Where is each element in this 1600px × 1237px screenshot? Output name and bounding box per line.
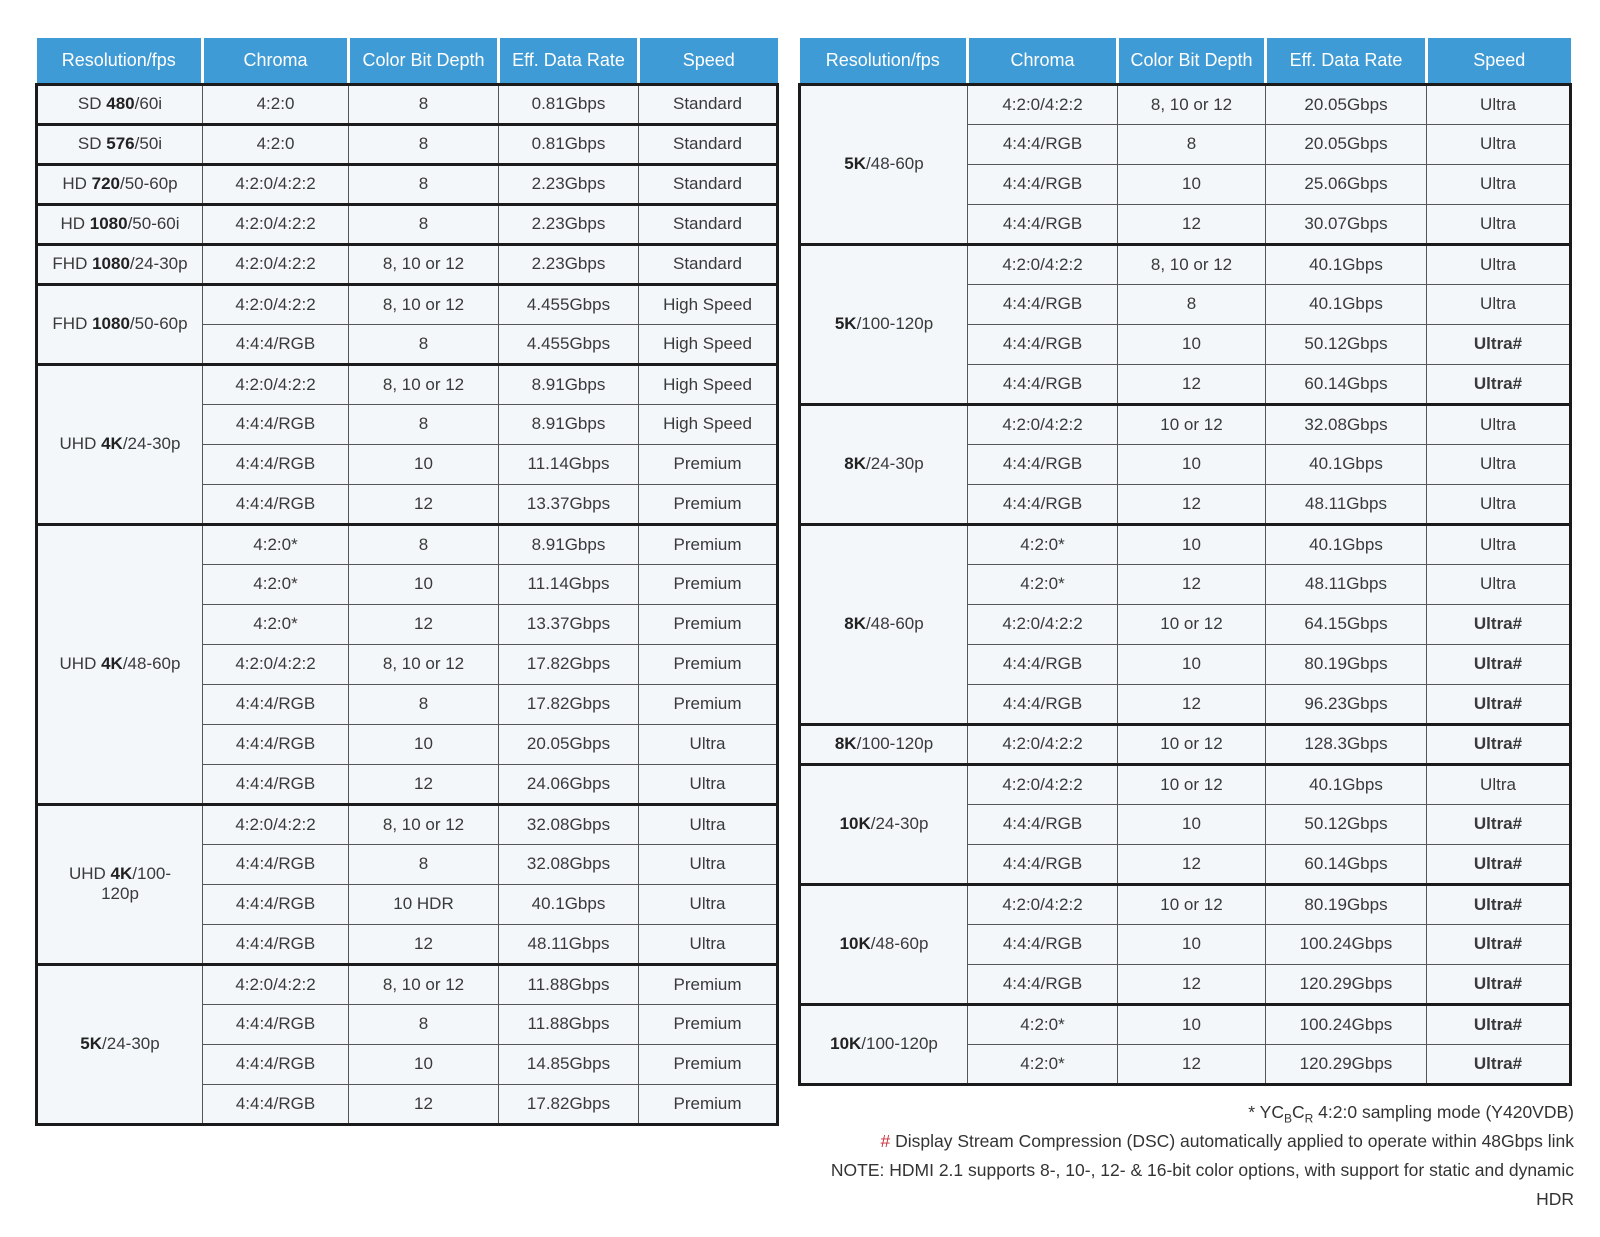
bit-depth-cell: 10 or 12 xyxy=(1118,404,1266,444)
data-rate-cell: 17.82Gbps xyxy=(499,684,639,724)
chroma-cell: 4:4:4/RGB xyxy=(203,404,349,444)
resolution-group xyxy=(37,804,778,964)
chroma-cell: 4:2:0/4:2:2 xyxy=(968,404,1118,444)
resolution-cell: SD 576/50i xyxy=(37,124,203,164)
resolution-group xyxy=(800,84,1571,244)
bit-depth-cell: 8 xyxy=(349,164,499,204)
table-row xyxy=(800,244,1571,284)
resolution-group xyxy=(37,84,778,124)
chroma-cell: 4:2:0/4:2:2 xyxy=(968,84,1118,124)
speed-cell: Premium xyxy=(639,644,778,684)
speed-cell: Premium xyxy=(639,964,778,1004)
speed-cell: Ultra# xyxy=(1427,604,1571,644)
table-row xyxy=(800,524,1571,564)
footnote-dsc-text: Display Stream Compression (DSC) automatically applied to operate within 48Gbps link xyxy=(890,1130,1574,1151)
bit-depth-cell: 12 xyxy=(349,484,499,524)
chroma-cell: 4:4:4/RGB xyxy=(968,964,1118,1004)
table-row xyxy=(37,84,778,124)
speed-cell: Standard xyxy=(639,164,778,204)
resolution-cell: 8K/100-120p xyxy=(800,724,968,764)
header-row xyxy=(800,38,1571,84)
bit-depth-cell: 12 xyxy=(1118,964,1266,1004)
speed-cell: Ultra xyxy=(639,764,778,804)
table-row xyxy=(37,124,778,164)
data-rate-cell: 20.05Gbps xyxy=(1266,124,1427,164)
speed-cell: Ultra xyxy=(639,724,778,764)
chroma-cell: 4:2:0* xyxy=(968,524,1118,564)
resolution-cell: 8K/48-60p xyxy=(800,524,968,724)
chroma-cell: 4:4:4/RGB xyxy=(203,484,349,524)
data-rate-cell: 14.85Gbps xyxy=(499,1044,639,1084)
speed-cell: Ultra# xyxy=(1427,1004,1571,1044)
chroma-cell: 4:4:4/RGB xyxy=(203,764,349,804)
chroma-cell: 4:4:4/RGB xyxy=(968,484,1118,524)
table-row xyxy=(800,764,1571,804)
footnote-sampling-c: C xyxy=(1291,1101,1305,1122)
data-rate-cell: 40.1Gbps xyxy=(1266,244,1427,284)
speed-cell: High Speed xyxy=(639,324,778,364)
column-header: Eff. Data Rate xyxy=(499,38,639,84)
bit-depth-cell: 10 xyxy=(349,724,499,764)
resolution-group xyxy=(800,884,1571,1004)
data-rate-cell: 17.82Gbps xyxy=(499,1084,639,1124)
speed-cell: Ultra# xyxy=(1427,684,1571,724)
speed-cell: Ultra# xyxy=(1427,364,1571,404)
speed-cell: Ultra xyxy=(1427,244,1571,284)
data-rate-cell: 96.23Gbps xyxy=(1266,684,1427,724)
resolution-cell: UHD 4K/48-60p xyxy=(37,524,203,804)
resolution-cell: 8K/24-30p xyxy=(800,404,968,524)
speed-cell: Standard xyxy=(639,124,778,164)
chroma-cell: 4:4:4/RGB xyxy=(968,844,1118,884)
resolution-cell: FHD 1080/24-30p xyxy=(37,244,203,284)
table-row xyxy=(800,724,1571,764)
bit-depth-cell: 8 xyxy=(349,324,499,364)
table-row xyxy=(800,884,1571,924)
speed-cell: Ultra# xyxy=(1427,1044,1571,1084)
hash-marker: # xyxy=(880,1130,891,1151)
chroma-cell: 4:4:4/RGB xyxy=(968,444,1118,484)
bit-depth-cell: 8 xyxy=(349,404,499,444)
speed-cell: Premium xyxy=(639,484,778,524)
bit-depth-cell: 12 xyxy=(1118,364,1266,404)
data-rate-cell: 0.81Gbps xyxy=(499,84,639,124)
speed-cell: Ultra xyxy=(639,884,778,924)
chroma-cell: 4:2:0 xyxy=(203,84,349,124)
data-rate-cell: 8.91Gbps xyxy=(499,364,639,404)
footnote-dsc xyxy=(798,1127,1574,1156)
bit-depth-cell: 12 xyxy=(349,604,499,644)
chroma-cell: 4:2:0/4:2:2 xyxy=(203,244,349,284)
speed-cell: Premium xyxy=(639,444,778,484)
chroma-cell: 4:4:4/RGB xyxy=(203,724,349,764)
speed-cell: Ultra# xyxy=(1427,644,1571,684)
speed-cell: Ultra xyxy=(1427,484,1571,524)
chroma-cell: 4:2:0/4:2:2 xyxy=(203,364,349,404)
resolution-group xyxy=(37,124,778,164)
speed-cell: Ultra# xyxy=(1427,324,1571,364)
column-header: Chroma xyxy=(968,38,1118,84)
data-rate-cell: 32.08Gbps xyxy=(499,844,639,884)
right-column xyxy=(798,38,1600,1214)
bit-depth-cell: 12 xyxy=(1118,204,1266,244)
chroma-cell: 4:4:4/RGB xyxy=(203,684,349,724)
data-rate-cell: 13.37Gbps xyxy=(499,604,639,644)
speed-cell: High Speed xyxy=(639,284,778,324)
bit-depth-cell: 8, 10 or 12 xyxy=(349,284,499,324)
resolution-group xyxy=(800,764,1571,884)
table-row xyxy=(37,524,778,564)
data-rate-cell: 100.24Gbps xyxy=(1266,924,1427,964)
chroma-cell: 4:2:0/4:2:2 xyxy=(968,884,1118,924)
bit-depth-cell: 10 xyxy=(1118,324,1266,364)
resolution-cell: UHD 4K/100- 120p xyxy=(37,804,203,964)
speed-cell: Standard xyxy=(639,244,778,284)
column-header: Color Bit Depth xyxy=(349,38,499,84)
data-rate-cell: 11.14Gbps xyxy=(499,444,639,484)
footnote-sampling-post: 4:2:0 sampling mode (Y420VDB) xyxy=(1313,1101,1574,1122)
chroma-cell: 4:2:0* xyxy=(203,524,349,564)
resolution-group xyxy=(37,964,778,1124)
resolution-group xyxy=(800,724,1571,764)
chroma-cell: 4:2:0/4:2:2 xyxy=(968,764,1118,804)
bit-depth-cell: 12 xyxy=(1118,484,1266,524)
data-rate-cell: 40.1Gbps xyxy=(1266,444,1427,484)
bit-depth-cell: 8 xyxy=(349,84,499,124)
resolution-group xyxy=(37,164,778,204)
bit-depth-cell: 10 or 12 xyxy=(1118,604,1266,644)
data-rate-cell: 8.91Gbps xyxy=(499,524,639,564)
chroma-cell: 4:4:4/RGB xyxy=(968,324,1118,364)
data-rate-cell: 17.82Gbps xyxy=(499,644,639,684)
resolution-cell: 5K/48-60p xyxy=(800,84,968,244)
data-rate-cell: 60.14Gbps xyxy=(1266,844,1427,884)
chroma-cell: 4:2:0* xyxy=(968,1044,1118,1084)
data-rate-cell: 48.11Gbps xyxy=(1266,564,1427,604)
resolution-group xyxy=(800,244,1571,404)
speed-cell: Ultra xyxy=(1427,164,1571,204)
data-rate-cell: 2.23Gbps xyxy=(499,204,639,244)
data-rate-cell: 25.06Gbps xyxy=(1266,164,1427,204)
data-rate-cell: 60.14Gbps xyxy=(1266,364,1427,404)
subscript-r: R xyxy=(1304,1111,1314,1125)
chroma-cell: 4:2:0/4:2:2 xyxy=(203,284,349,324)
bit-depth-cell: 10 or 12 xyxy=(1118,764,1266,804)
chroma-cell: 4:2:0* xyxy=(968,564,1118,604)
resolution-cell: SD 480/60i xyxy=(37,84,203,124)
bit-depth-cell: 12 xyxy=(1118,844,1266,884)
bit-depth-cell: 8 xyxy=(349,684,499,724)
bit-depth-cell: 12 xyxy=(1118,684,1266,724)
data-rate-cell: 40.1Gbps xyxy=(499,884,639,924)
table-row xyxy=(37,964,778,1004)
data-rate-cell: 32.08Gbps xyxy=(1266,404,1427,444)
bit-depth-cell: 8 xyxy=(349,524,499,564)
bit-depth-cell: 8 xyxy=(349,844,499,884)
chroma-cell: 4:2:0/4:2:2 xyxy=(203,204,349,244)
speed-cell: High Speed xyxy=(639,364,778,404)
chroma-cell: 4:2:0/4:2:2 xyxy=(968,604,1118,644)
bit-depth-cell: 10 xyxy=(1118,164,1266,204)
data-rate-cell: 11.88Gbps xyxy=(499,1004,639,1044)
resolution-cell: 10K/100-120p xyxy=(800,1004,968,1084)
table-row xyxy=(800,84,1571,124)
data-rate-cell: 50.12Gbps xyxy=(1266,804,1427,844)
chroma-cell: 4:4:4/RGB xyxy=(968,924,1118,964)
data-rate-cell: 48.11Gbps xyxy=(499,924,639,964)
bit-depth-cell: 12 xyxy=(349,1084,499,1124)
bit-depth-cell: 8, 10 or 12 xyxy=(1118,84,1266,124)
data-rate-cell: 80.19Gbps xyxy=(1266,644,1427,684)
bit-depth-cell: 10 xyxy=(1118,804,1266,844)
data-rate-cell: 11.14Gbps xyxy=(499,564,639,604)
resolution-cell: 5K/24-30p xyxy=(37,964,203,1124)
bit-depth-cell: 8 xyxy=(349,204,499,244)
data-rate-cell: 8.91Gbps xyxy=(499,404,639,444)
data-rate-table-left xyxy=(35,38,779,1126)
bit-depth-cell: 10 xyxy=(349,564,499,604)
table-row xyxy=(37,164,778,204)
chroma-cell: 4:4:4/RGB xyxy=(968,164,1118,204)
resolution-group xyxy=(800,404,1571,524)
bit-depth-cell: 10 xyxy=(1118,644,1266,684)
data-rate-cell: 32.08Gbps xyxy=(499,804,639,844)
table-row xyxy=(37,204,778,244)
chroma-cell: 4:4:4/RGB xyxy=(203,324,349,364)
data-rate-cell: 50.12Gbps xyxy=(1266,324,1427,364)
bit-depth-cell: 12 xyxy=(349,924,499,964)
column-header: Speed xyxy=(1427,38,1571,84)
chroma-cell: 4:2:0* xyxy=(203,564,349,604)
bit-depth-cell: 8 xyxy=(349,124,499,164)
resolution-cell: FHD 1080/50-60p xyxy=(37,284,203,364)
data-rate-cell: 30.07Gbps xyxy=(1266,204,1427,244)
bit-depth-cell: 10 xyxy=(1118,524,1266,564)
chroma-cell: 4:4:4/RGB xyxy=(203,844,349,884)
resolution-cell: 10K/24-30p xyxy=(800,764,968,884)
data-rate-cell: 120.29Gbps xyxy=(1266,1044,1427,1084)
speed-cell: Standard xyxy=(639,204,778,244)
chroma-cell: 4:2:0/4:2:2 xyxy=(203,644,349,684)
data-rate-cell: 0.81Gbps xyxy=(499,124,639,164)
chroma-cell: 4:4:4/RGB xyxy=(203,924,349,964)
chroma-cell: 4:4:4/RGB xyxy=(203,444,349,484)
speed-cell: Ultra# xyxy=(1427,964,1571,1004)
chroma-cell: 4:4:4/RGB xyxy=(968,804,1118,844)
chroma-cell: 4:4:4/RGB xyxy=(968,204,1118,244)
speed-cell: Ultra xyxy=(1427,764,1571,804)
bit-depth-cell: 10 xyxy=(349,1044,499,1084)
speed-cell: Ultra xyxy=(1427,124,1571,164)
data-rate-cell: 48.11Gbps xyxy=(1266,484,1427,524)
column-header: Resolution/fps xyxy=(800,38,968,84)
bit-depth-cell: 10 or 12 xyxy=(1118,724,1266,764)
bit-depth-cell: 8, 10 or 12 xyxy=(349,804,499,844)
speed-cell: Ultra xyxy=(1427,444,1571,484)
data-rate-cell: 13.37Gbps xyxy=(499,484,639,524)
resolution-group xyxy=(37,204,778,244)
column-header: Eff. Data Rate xyxy=(1266,38,1427,84)
chroma-cell: 4:2:0* xyxy=(203,604,349,644)
bit-depth-cell: 12 xyxy=(349,764,499,804)
data-rate-cell: 11.88Gbps xyxy=(499,964,639,1004)
data-rate-cell: 4.455Gbps xyxy=(499,284,639,324)
bit-depth-cell: 10 xyxy=(1118,444,1266,484)
speed-cell: Ultra xyxy=(1427,404,1571,444)
resolution-cell: UHD 4K/24-30p xyxy=(37,364,203,524)
speed-cell: Premium xyxy=(639,1084,778,1124)
bit-depth-cell: 10 xyxy=(1118,1004,1266,1044)
bit-depth-cell: 10 or 12 xyxy=(1118,884,1266,924)
footnote-hdmi-note: NOTE: HDMI 2.1 supports 8-, 10-, 12- & 16-bit color options, with support for static and dynamic HDR xyxy=(830,1159,1574,1209)
table-row xyxy=(800,1004,1571,1044)
speed-cell: Ultra xyxy=(1427,204,1571,244)
chroma-cell: 4:4:4/RGB xyxy=(968,364,1118,404)
table-row xyxy=(37,244,778,284)
data-rate-cell: 120.29Gbps xyxy=(1266,964,1427,1004)
table-row xyxy=(37,804,778,844)
bit-depth-cell: 10 HDR xyxy=(349,884,499,924)
chroma-cell: 4:2:0/4:2:2 xyxy=(203,164,349,204)
speed-cell: Ultra# xyxy=(1427,884,1571,924)
data-rate-cell: 4.455Gbps xyxy=(499,324,639,364)
resolution-group xyxy=(37,524,778,804)
bit-depth-cell: 8, 10 or 12 xyxy=(349,964,499,1004)
speed-cell: Premium xyxy=(639,1044,778,1084)
chroma-cell: 4:2:0/4:2:2 xyxy=(203,964,349,1004)
bit-depth-cell: 8, 10 or 12 xyxy=(349,244,499,284)
data-rate-cell: 2.23Gbps xyxy=(499,164,639,204)
data-rate-cell: 20.05Gbps xyxy=(499,724,639,764)
bit-depth-cell: 8 xyxy=(349,1004,499,1044)
speed-cell: Standard xyxy=(639,84,778,124)
chroma-cell: 4:4:4/RGB xyxy=(968,684,1118,724)
bit-depth-cell: 8, 10 or 12 xyxy=(349,364,499,404)
resolution-group xyxy=(800,524,1571,724)
bit-depth-cell: 8 xyxy=(1118,284,1266,324)
chroma-cell: 4:2:0* xyxy=(968,1004,1118,1044)
chroma-cell: 4:2:0/4:2:2 xyxy=(968,244,1118,284)
data-rate-cell: 2.23Gbps xyxy=(499,244,639,284)
data-rate-cell: 64.15Gbps xyxy=(1266,604,1427,644)
chroma-cell: 4:4:4/RGB xyxy=(203,1084,349,1124)
speed-cell: Ultra xyxy=(1427,564,1571,604)
table-row xyxy=(37,284,778,324)
resolution-group xyxy=(37,244,778,284)
chroma-cell: 4:2:0/4:2:2 xyxy=(203,804,349,844)
bit-depth-cell: 8, 10 or 12 xyxy=(1118,244,1266,284)
bit-depth-cell: 12 xyxy=(1118,1044,1266,1084)
data-rate-cell: 40.1Gbps xyxy=(1266,764,1427,804)
speed-cell: Ultra# xyxy=(1427,924,1571,964)
resolution-cell: HD 1080/50-60i xyxy=(37,204,203,244)
table-row xyxy=(800,404,1571,444)
footnote-sampling-mode xyxy=(798,1098,1574,1127)
table-row xyxy=(37,364,778,404)
resolution-cell: 10K/48-60p xyxy=(800,884,968,1004)
speed-cell: Ultra xyxy=(1427,284,1571,324)
speed-cell: Ultra xyxy=(639,924,778,964)
speed-cell: Premium xyxy=(639,564,778,604)
footnote-sampling-pre: * YC xyxy=(1248,1101,1284,1122)
speed-cell: Ultra# xyxy=(1427,804,1571,844)
speed-cell: Ultra xyxy=(1427,524,1571,564)
speed-cell: Ultra xyxy=(639,804,778,844)
data-rate-cell: 40.1Gbps xyxy=(1266,284,1427,324)
chroma-cell: 4:4:4/RGB xyxy=(968,124,1118,164)
header-row xyxy=(37,38,778,84)
data-rate-table-right xyxy=(798,38,1572,1086)
speed-cell: Premium xyxy=(639,604,778,644)
bit-depth-cell: 8, 10 or 12 xyxy=(349,644,499,684)
subscript-b: B xyxy=(1283,1111,1292,1125)
chroma-cell: 4:2:0 xyxy=(203,124,349,164)
data-rate-cell: 128.3Gbps xyxy=(1266,724,1427,764)
speed-cell: Premium xyxy=(639,524,778,564)
chroma-cell: 4:4:4/RGB xyxy=(203,884,349,924)
speed-cell: High Speed xyxy=(639,404,778,444)
resolution-group xyxy=(37,364,778,524)
data-rate-cell: 24.06Gbps xyxy=(499,764,639,804)
data-rate-cell: 20.05Gbps xyxy=(1266,84,1427,124)
chroma-cell: 4:4:4/RGB xyxy=(968,644,1118,684)
bit-depth-cell: 10 xyxy=(1118,924,1266,964)
speed-cell: Premium xyxy=(639,1004,778,1044)
chroma-cell: 4:4:4/RGB xyxy=(968,284,1118,324)
bit-depth-cell: 12 xyxy=(1118,564,1266,604)
footnotes xyxy=(798,1098,1600,1214)
speed-cell: Ultra xyxy=(639,844,778,884)
data-rate-cell: 80.19Gbps xyxy=(1266,884,1427,924)
speed-cell: Ultra xyxy=(1427,84,1571,124)
column-header: Chroma xyxy=(203,38,349,84)
data-rate-cell: 40.1Gbps xyxy=(1266,524,1427,564)
chroma-cell: 4:4:4/RGB xyxy=(203,1044,349,1084)
speed-cell: Ultra# xyxy=(1427,844,1571,884)
column-header: Color Bit Depth xyxy=(1118,38,1266,84)
bit-depth-cell: 8 xyxy=(1118,124,1266,164)
speed-cell: Ultra# xyxy=(1427,724,1571,764)
column-header: Resolution/fps xyxy=(37,38,203,84)
column-header: Speed xyxy=(639,38,778,84)
resolution-cell: HD 720/50-60p xyxy=(37,164,203,204)
chroma-cell: 4:2:0/4:2:2 xyxy=(968,724,1118,764)
speed-cell: Premium xyxy=(639,684,778,724)
chroma-cell: 4:4:4/RGB xyxy=(203,1004,349,1044)
resolution-group xyxy=(37,284,778,364)
resolution-cell: 5K/100-120p xyxy=(800,244,968,404)
resolution-group xyxy=(800,1004,1571,1084)
bit-depth-cell: 10 xyxy=(349,444,499,484)
data-rate-cell: 100.24Gbps xyxy=(1266,1004,1427,1044)
